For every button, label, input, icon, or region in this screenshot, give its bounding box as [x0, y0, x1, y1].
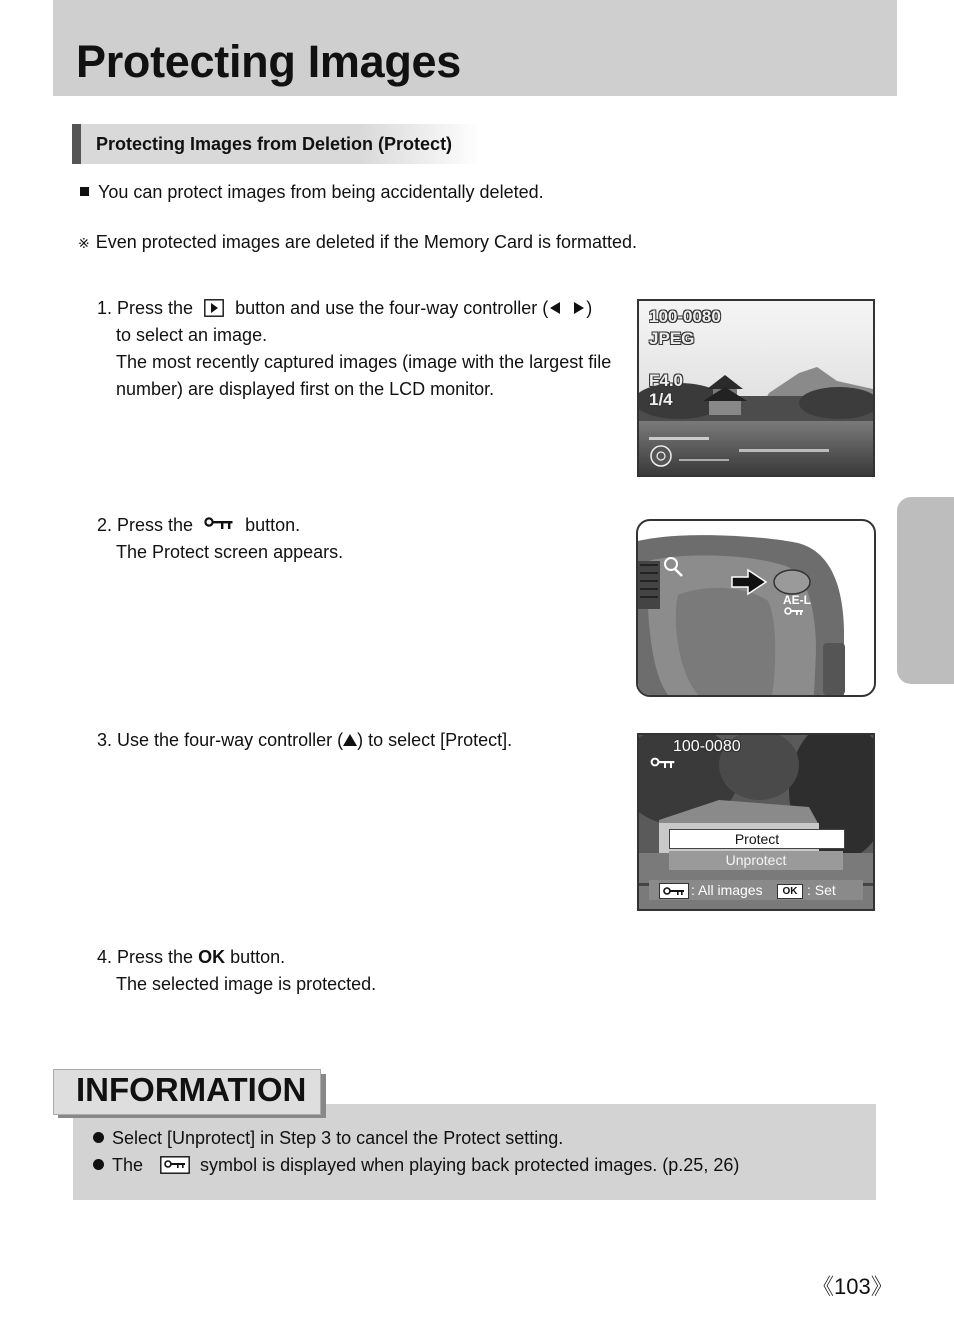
step-1-detail-1: to select an image. [116, 325, 268, 345]
page-number: 《103》 [812, 1274, 893, 1299]
ae-l-button-label: AE-L [783, 593, 811, 607]
section-title: Protecting Images from Deletion (Protect) [96, 134, 453, 154]
up-arrow-icon [343, 734, 357, 746]
lcd-image-format: JPEG [649, 329, 695, 348]
lcd3-footer-bar [649, 880, 863, 900]
step-4-first-line: 4. Press the OK button. [97, 947, 286, 967]
step-3: 3. Use the four-way controller ( ) to select [Protect]. [97, 730, 513, 750]
lcd-shutter-speed: 1/4 [649, 390, 673, 409]
step-2 [97, 512, 343, 566]
square-bullet-icon [80, 187, 89, 196]
footer-key-glyph-icon [660, 884, 688, 898]
lcd-playback-photo [637, 299, 875, 477]
footer-ok-icon: OK [777, 884, 803, 899]
play-button-icon [204, 299, 224, 317]
protect-menu-option[interactable]: Protect [669, 829, 845, 849]
footer-all-images: : All images [691, 882, 763, 898]
intro-bullet: You can protect images from being accidentally deleted. [80, 179, 544, 206]
step-1-detail-3: number) are displayed first on the LCD monitor. [116, 379, 495, 399]
step-2-first-line: 2. Press the button. [97, 515, 301, 535]
left-right-arrows-icon [548, 301, 586, 315]
step-4 [97, 944, 376, 998]
camera-body-drawing [638, 521, 874, 695]
information-item-2: The symbol is displayed when playing back protected images. (p.25, 26) [93, 1152, 739, 1179]
round-bullet-icon [93, 1132, 104, 1143]
camera-back-illustration [636, 519, 876, 697]
unprotect-menu-option[interactable]: Unprotect [669, 851, 843, 870]
step-4-detail-1: The selected image is protected. [116, 974, 377, 994]
step-1-first-line: 1. Press the button and use the four-way controller ( ) [97, 298, 593, 318]
round-bullet-icon [93, 1159, 104, 1170]
section-header-bar [72, 124, 81, 164]
lcd-file-number: 100-0080 [649, 307, 721, 326]
lcd3-file-number: 100-0080 [673, 738, 741, 755]
information-title: INFORMATION [76, 1071, 307, 1108]
lcd-aperture: F4.0 [649, 371, 684, 390]
step-1-detail-2: The most recently captured images (image with the largest file [116, 352, 612, 372]
footer-key-icon [659, 883, 689, 899]
step-1 [97, 295, 611, 403]
lcd3-protect-key-icon [650, 757, 676, 769]
page-title: Protecting Images [76, 36, 462, 87]
chapter-side-tab [897, 497, 954, 684]
note-mark-icon: ※ [78, 235, 90, 251]
intro-note: ※ Even protected images are deleted if the Memory Card is formatted. [78, 232, 637, 252]
step-2-detail-1: The Protect screen appears. [116, 542, 344, 562]
lcd-protect-screen [637, 733, 875, 911]
protected-symbol-icon [160, 1156, 190, 1174]
footer-set: : Set [807, 882, 836, 898]
information-item-1: Select [Unprotect] in Step 3 to cancel the Protect setting. [93, 1125, 563, 1152]
protect-key-icon [204, 517, 234, 531]
ok-button-label: OK [198, 947, 226, 967]
